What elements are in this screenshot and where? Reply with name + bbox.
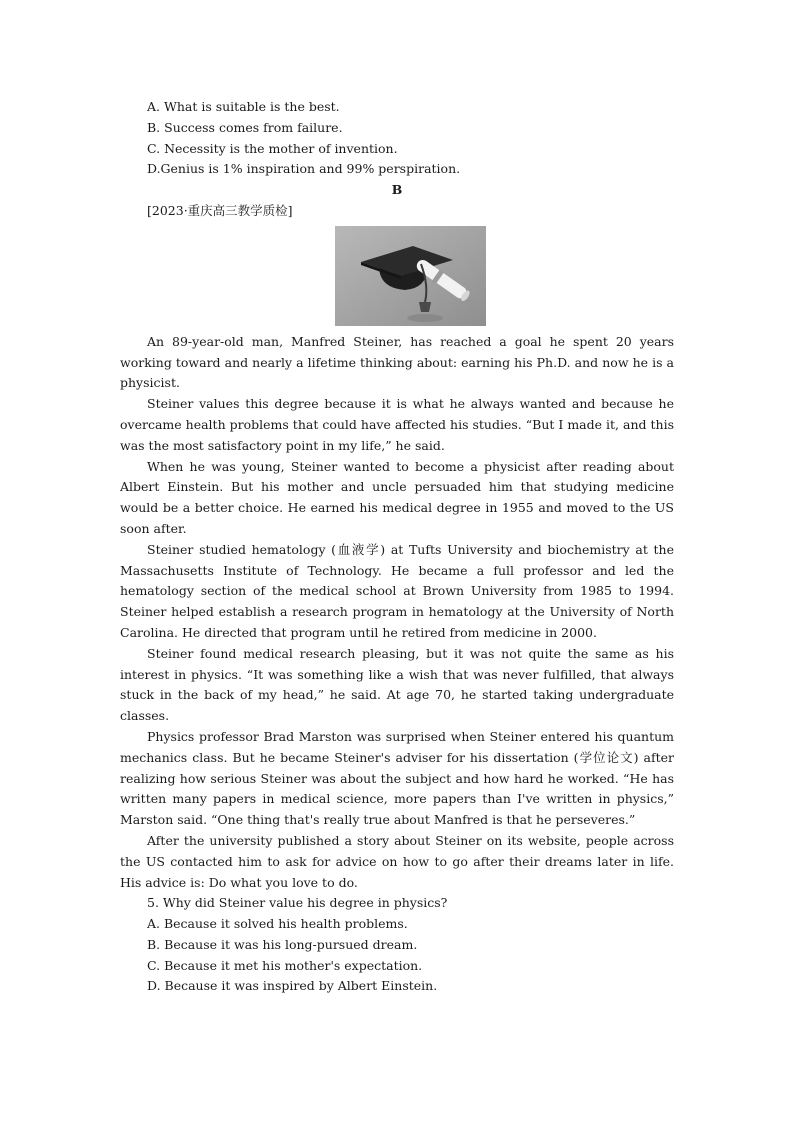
paragraph-6: Physics professor Brad Marston was surprised when Steiner entered his quantum mechanics class. But he became Steiner's adviser for his dissertation (学位论文) after realizing how serious Steiner was about the subject and how hard he worked. “He has written many papers in medical science, more papers than I've written in physics,” Marston said. “One thing that's really true about Manfred is that he perseveres.” xyxy=(120,728,674,828)
answer-option-a: A. Because it solved his health problems. xyxy=(147,916,408,932)
paragraph-5: Steiner found medical research pleasing, but it was not quite the same as his interest in physics. “It was something like a wish that was never fulfilled, that always stuck in the back of my head,” he said. At age 70, he started taking undergraduate classes. xyxy=(120,645,674,724)
graduation-cap-image xyxy=(335,226,486,326)
previous-question-options xyxy=(120,97,674,180)
option-c: C. Necessity is the mother of invention. xyxy=(147,140,398,156)
document-page xyxy=(120,97,674,997)
paragraph-7: After the university published a story about Steiner on its website, people across the US contacted him to ask for advice on how to go after their dreams later in life. His advice is: Do what you love to do. xyxy=(120,832,674,890)
answer-option-c: C. Because it met his mother's expectation. xyxy=(147,957,423,973)
answer-option-d: D. Because it was inspired by Albert Einstein. xyxy=(147,978,438,994)
paragraph-2: Steiner values this degree because it is what he always wanted and because he overcame health problems that could have affected his studies. “But I made it, and this was the most satisfactory point in my life,” he said. xyxy=(120,396,674,453)
option-b: B. Success comes from failure. xyxy=(147,119,343,135)
source-tag: [2023·重庆高三教学质检] xyxy=(147,202,293,218)
graduation-cap-diploma-icon xyxy=(335,226,486,326)
paragraph-4: Steiner studied hematology (血液学) at Tufts University and biochemistry at the Massachusetts Institute of Technology. He became a full professor and led the hematology section of the medical school at Brown University from 1985 to 1994. Steiner helped establish a research program in hematology at the University of North Carolina. He directed that program until he retired from medicine in 2000. xyxy=(120,541,674,640)
paragraph-1: An 89-year-old man, Manfred Steiner, has reached a goal he spent 20 years working toward and nearly a lifetime thinking about: earning his Ph.D. and now he is a physicist. xyxy=(120,333,674,391)
paragraph-3: When he was young, Steiner wanted to become a physicist after reading about Albert Einstein. But his mother and uncle persuaded him that studying medicine would be a better choice. He earned his medical degree in 1955 and moved to the US soon after. xyxy=(120,458,674,536)
answer-option-b: B. Because it was his long-pursued dream. xyxy=(147,936,418,952)
question-stem: 5. Why did Steiner value his degree in physics? xyxy=(147,895,448,911)
section-heading: B xyxy=(391,182,403,198)
option-a: A. What is suitable is the best. xyxy=(147,99,340,114)
article-body xyxy=(120,332,674,894)
option-d: D.Genius is 1% inspiration and 99% perspiration. xyxy=(147,161,461,177)
question-5 xyxy=(120,893,674,997)
